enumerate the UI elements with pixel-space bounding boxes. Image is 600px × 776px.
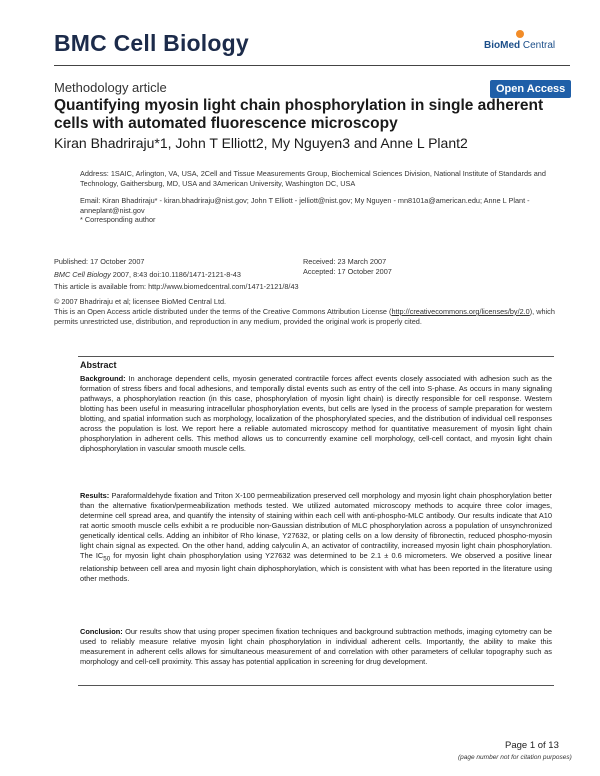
header-divider bbox=[54, 65, 570, 66]
author-list: Kiran Bhadriraju*1, John T Elliott2, My Nguyen3 and Anne L Plant2 bbox=[54, 135, 468, 151]
publisher-name-rest: Central bbox=[520, 40, 556, 51]
results-text-1: Paraformaldehyde fixation and Triton X-100 permeabilization preserved cell morphology and myosin light chain phosphorylation better than the alternative fixation/permeabilization methods tested. We utilized automated microscopy methods to acquire three color images, determine cell spread area, and quantify the intensity of staining within each cell with anti-phospho-MLC antibody. Our results indicate that A10 rat aortic smooth muscle cells exhibit a re producible non-Gaussian distribution of MLC phosphorylation across a population of unsynchronized genetically identical cells. Adding an inhibitor of Rho kinase, Y27632, or plating cells on a low density of fibronectin, reduced phospho-myosin light chain signal as expected. On the other hand, adding calyculin A, an activator of contractility, increased myosin light chain phosphorylation. The IC bbox=[80, 491, 552, 560]
article-type: Methodology article bbox=[54, 80, 167, 95]
citation-details: 2007, 8:43 doi:10.1186/1471-2121-8-43 bbox=[110, 270, 241, 279]
abstract-background bbox=[80, 374, 552, 454]
abstract-conclusion bbox=[80, 627, 552, 667]
license-post: ), which permits unrestricted use, distribution, and reproduction in any medium, provided the original work is properly cited. bbox=[54, 307, 555, 326]
abstract-results bbox=[80, 491, 552, 584]
results-subscript: 50 bbox=[103, 555, 111, 563]
copyright: © 2007 Bhadriraju et al; licensee BioMed Central Ltd. bbox=[54, 297, 227, 306]
abstract-heading: Abstract bbox=[80, 360, 117, 370]
published-date: Published: 17 October 2007 bbox=[54, 257, 145, 266]
license-text bbox=[54, 307, 570, 327]
page-number: Page 1 of 13 bbox=[505, 740, 559, 751]
accepted-date: Accepted: 17 October 2007 bbox=[303, 267, 392, 276]
article-url[interactable]: This article is available from: http://www.biomedcentral.com/1471-2121/8/43 bbox=[54, 282, 299, 291]
journal-title: BMC Cell Biology bbox=[54, 30, 249, 56]
logo-dot-icon bbox=[516, 30, 524, 38]
page-number-note: (page number not for citation purposes) bbox=[458, 754, 572, 761]
conclusion-text: Our results show that using proper specimen fixation techniques and background subtraction methods, imaging cytometry can be used to reliably measure relative myosin light chain phosphorylation in individual adherent cells. Importantly, the ability to make this measurement in adherent cells allows for simultaneous measurement of and correlation with other parameters of cellular topography such as morphology and cell-cell proximity. This assay has potential application in screening for drug development. bbox=[80, 627, 552, 666]
citation-journal: BMC Cell Biology bbox=[54, 270, 111, 279]
license-pre: This is an Open Access article distributed under the terms of the Creative Commons Attribution License ( bbox=[54, 307, 392, 316]
received-date: Received: 23 March 2007 bbox=[303, 257, 387, 266]
biomed-central-logo bbox=[484, 30, 570, 54]
results-text-2: for myosin light chain phosphorylation using Y27632 was determined to be 2.1 ± 0.6 micrometers. We observed a positive linear relationship between cell area and myosin light chain diphosphorylation, which is consistent with what has been reported in the literature using other methods. bbox=[80, 551, 552, 584]
open-access-badge: Open Access bbox=[490, 80, 571, 98]
publisher-name bbox=[484, 40, 555, 51]
conclusion-label: Conclusion: bbox=[80, 627, 123, 636]
background-label: Background: bbox=[80, 374, 126, 383]
author-address: Address: 1SAIC, Arlington, VA, USA, 2Cell and Tissue Measurements Group, Biochemical Sciences Division, National Institute of Standards and Technology, Gaithersburg, MD, USA and 3American University, Washington DC, USA bbox=[80, 169, 546, 188]
publisher-name-bold: BioMed bbox=[484, 40, 521, 51]
author-emails: Email: Kiran Bhadriraju* - kiran.bhadriraju@nist.gov; John T Elliott - jelliott@nist.gov; My Nguyen - mn8101a@american.edu; Anne L Plant - anneplant@nist.gov bbox=[80, 196, 530, 215]
citation bbox=[54, 270, 241, 280]
corresponding-author-note: * Corresponding author bbox=[80, 215, 156, 224]
background-text: In anchorage dependent cells, myosin generated contractile forces affect events closely associated with adhesion such as the formation of stress fibers and focal adhesions, and temporally distal events such as entry of the cell into S-phase. As occurs in many signaling pathways, a phosphorylation reaction (in this case, phosphorylation of myosin light chain) is directly responsible for cell response. Western blotting has been useful in measuring intracellular phosphorylation events, but cells are lysed in the process of sample preparation for western blotting, and spatial information such as morphology, localization of the phosphorylated species, and the distribution of individual cell responses across the population is lost. We report here a reliable automated microscopy method for quantitative measurement of myosin light chain phosphorylation in adherent cells. This method allows us to concurrently examine cell morphology, cell-cell contact, and myosin light chain diphosphorylation in vascular smooth muscle cells. bbox=[80, 374, 552, 453]
license-link[interactable]: http://creativecommons.org/licenses/by/2.0 bbox=[391, 307, 530, 316]
article-title: Quantifying myosin light chain phosphorylation in single adherent cells with automated fluorescence microscopy bbox=[54, 97, 544, 132]
results-label: Results: bbox=[80, 491, 110, 500]
